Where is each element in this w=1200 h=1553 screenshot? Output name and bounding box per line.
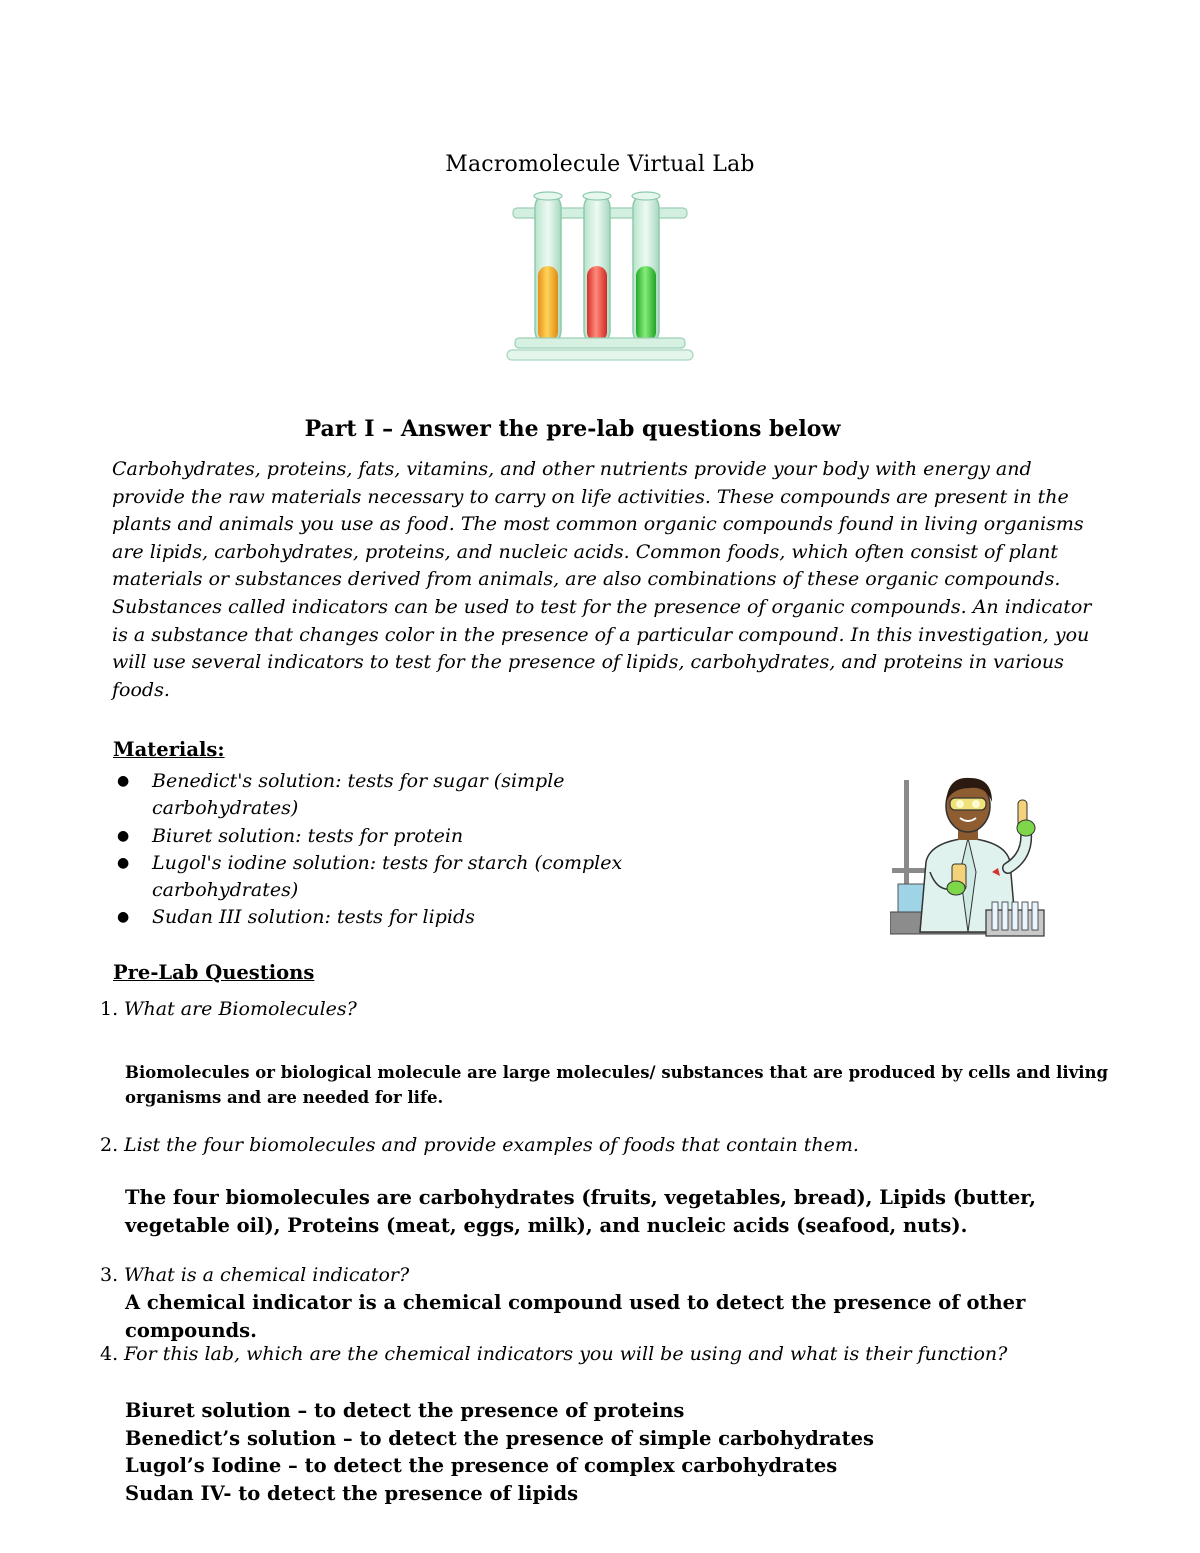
list-item: Biuret solution – to detect the presence of proteins bbox=[125, 1399, 685, 1422]
question-number: 1. bbox=[100, 998, 119, 1020]
list-item: ● Biuret solution: tests for protein bbox=[117, 823, 677, 850]
document-title: Macromolecule Virtual Lab bbox=[445, 152, 755, 177]
test-tube-green bbox=[632, 192, 660, 344]
question-number: 2. bbox=[100, 1134, 119, 1156]
list-item: ● Benedict's solution: tests for sugar (simple carbohydrates) bbox=[117, 768, 677, 823]
question-number: 4. bbox=[100, 1343, 119, 1365]
question-3 bbox=[100, 1264, 409, 1286]
materials-heading: Materials: bbox=[113, 738, 225, 761]
question-text: What is a chemical indicator? bbox=[124, 1264, 410, 1286]
question-text: List the four biomolecules and provide examples of foods that contain them. bbox=[124, 1134, 859, 1156]
scientist-illustration bbox=[890, 772, 1050, 942]
question-text: For this lab, which are the chemical indicators you will be using and what is their function? bbox=[124, 1343, 1008, 1365]
materials-list bbox=[117, 768, 677, 932]
intro-paragraph: Carbohydrates, proteins, fats, vitamins, and other nutrients provide your body with energy and provide the raw materials necessary to carry on life activities. These compounds are present in the plants and animals you use as food. The most common organic compounds found in living organisms are lipids, carbohydrates, proteins, and nucleic acids. Common foods, which often consist of plant materials or substances derived from animals, are also combinations of these organic compounds. Substances called indicators can be used to test for the presence of organic compounds. An indicator is a substance that changes color in the presence of a particular compound. In this investigation, you will use several indicators to test for the presence of lipids, carbohydrates, and proteins in various foods. bbox=[112, 458, 1092, 701]
prelab-heading: Pre-Lab Questions bbox=[113, 961, 315, 984]
list-item: Lugol’s Iodine – to detect the presence of complex carbohydrates bbox=[125, 1454, 838, 1478]
list-item: ● Sudan III solution: tests for lipids bbox=[117, 904, 677, 931]
answer-1: Biomolecules or biological molecule are large molecules/ substances that are produced by cells and living organisms and are needed for life. bbox=[125, 1063, 1109, 1107]
list-item: ● Lugol's iodine solution: tests for starch (complex carbohydrates) bbox=[117, 850, 677, 905]
question-number: 3. bbox=[100, 1264, 119, 1286]
test-tube-red bbox=[583, 192, 611, 344]
test-tube-orange bbox=[534, 192, 562, 344]
list-item: Sudan IV- to detect the presence of lipids bbox=[125, 1481, 579, 1505]
question-2 bbox=[100, 1134, 859, 1156]
answer-2: The four biomolecules are carbohydrates (fruits, vegetables, bread), Lipids (butter, vegetable oil), Proteins (meat, eggs, milk), and nucleic acids (seafood, nuts). bbox=[125, 1186, 1036, 1237]
question-1 bbox=[100, 998, 357, 1020]
answer-4 bbox=[125, 1397, 1115, 1507]
test-tubes-illustration bbox=[505, 188, 695, 368]
list-item: Benedict’s solution – to detect the presence of simple carbohydrates bbox=[125, 1426, 875, 1450]
question-text: What are Biomolecules? bbox=[124, 998, 357, 1020]
part-one-heading: Part I – Answer the pre-lab questions below bbox=[304, 416, 841, 442]
question-4 bbox=[100, 1343, 1007, 1365]
answer-3: A chemical indicator is a chemical compound used to detect the presence of other compounds. bbox=[125, 1291, 1026, 1342]
